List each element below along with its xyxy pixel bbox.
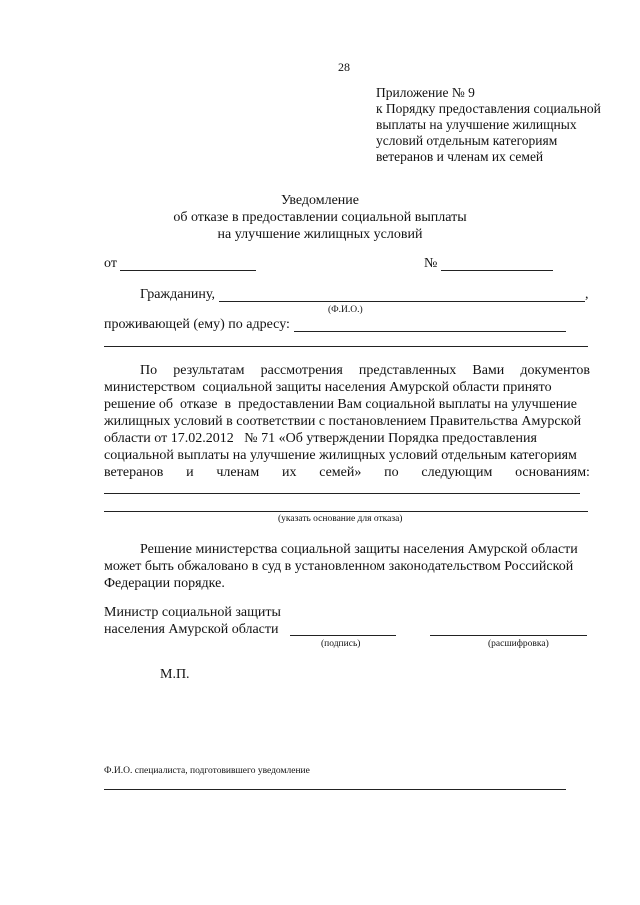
word: рассмотрения	[260, 363, 343, 378]
appendix-line: ветеранов и членам их семей	[376, 149, 544, 164]
paragraph-line: может быть обжаловано в суд в установленном законодательством Российской	[104, 559, 574, 574]
word: и	[186, 465, 194, 480]
appendix-line: к Порядку предоставления социальной	[376, 101, 601, 116]
signature-line	[290, 635, 396, 636]
reason-caption: (указать основание для отказа)	[278, 514, 403, 524]
decoding-caption: (расшифровка)	[488, 639, 549, 649]
fio-caption: (Ф.И.О.)	[328, 305, 363, 315]
appendix-block	[376, 85, 601, 165]
word: ветеранов	[104, 465, 164, 480]
citizen-comma: ,	[585, 287, 589, 302]
word: результатам	[173, 363, 245, 378]
stamp-place: М.П.	[160, 667, 190, 682]
citizen-label: Гражданину,	[140, 287, 216, 302]
title-line: на улучшение жилищных условий	[217, 227, 423, 242]
paragraph-line	[104, 362, 590, 379]
paragraph-line: Решение министерства социальной защиты населения Амурской области	[140, 542, 578, 557]
paragraph-line: Федерации порядке.	[104, 576, 225, 591]
address-line-1	[294, 331, 566, 332]
citizen-name-line	[219, 301, 585, 302]
appeal-paragraph	[104, 541, 590, 592]
address-line-2	[104, 346, 588, 347]
word: следующим	[421, 465, 493, 480]
date-field-line	[120, 270, 256, 271]
title-line: Уведомление	[280, 193, 359, 208]
minister-title	[104, 604, 281, 638]
page-number: 28	[338, 60, 350, 74]
title-line: об отказе в предоставлении социальной выплаты	[173, 210, 467, 225]
signature-caption: (подпись)	[321, 639, 361, 649]
number-label: №	[424, 256, 438, 271]
address-label: проживающей (ему) по адресу:	[104, 317, 290, 332]
word: членам	[216, 465, 260, 480]
minister-line: населения Амурской области	[104, 622, 279, 637]
reason-line-1	[104, 493, 580, 494]
word: представленных	[358, 363, 457, 378]
paragraph-line: решение об отказе в предоставлении Вам социальной выплаты на улучшение	[104, 397, 577, 412]
word: основаниям:	[515, 465, 590, 480]
from-label: от	[104, 256, 117, 271]
word: их	[281, 465, 297, 480]
appendix-line: выплаты на улучшение жилищных	[376, 117, 577, 132]
paragraph-line: социальной выплаты на улучшение жилищных условий отдельным категориям	[104, 448, 577, 463]
refusal-paragraph	[104, 362, 590, 481]
word: Вами	[472, 363, 505, 378]
specialist-line	[104, 789, 566, 790]
number-field-line	[441, 270, 553, 271]
paragraph-line: министерством социальной защиты населения Амурской области принято	[104, 380, 552, 395]
minister-line: Министр социальной защиты	[104, 605, 281, 620]
specialist-label: Ф.И.О. специалиста, подготовившего уведомление	[104, 766, 310, 776]
paragraph-line: жилищных условий в соответствии с постановлением Правительства Амурской	[104, 414, 582, 429]
reason-line-2	[104, 511, 588, 512]
document-title	[120, 192, 520, 243]
paragraph-line: области от 17.02.2012 № 71 «Об утверждении Порядка предоставления	[104, 431, 537, 446]
appendix-line: условий отдельным категориям	[376, 133, 558, 148]
word: семей»	[319, 465, 362, 480]
paragraph-line	[104, 464, 590, 481]
appendix-line: Приложение № 9	[376, 85, 475, 100]
decoding-line	[430, 635, 587, 636]
word: документов	[520, 363, 590, 378]
word: по	[384, 465, 399, 480]
word: По	[140, 363, 158, 378]
